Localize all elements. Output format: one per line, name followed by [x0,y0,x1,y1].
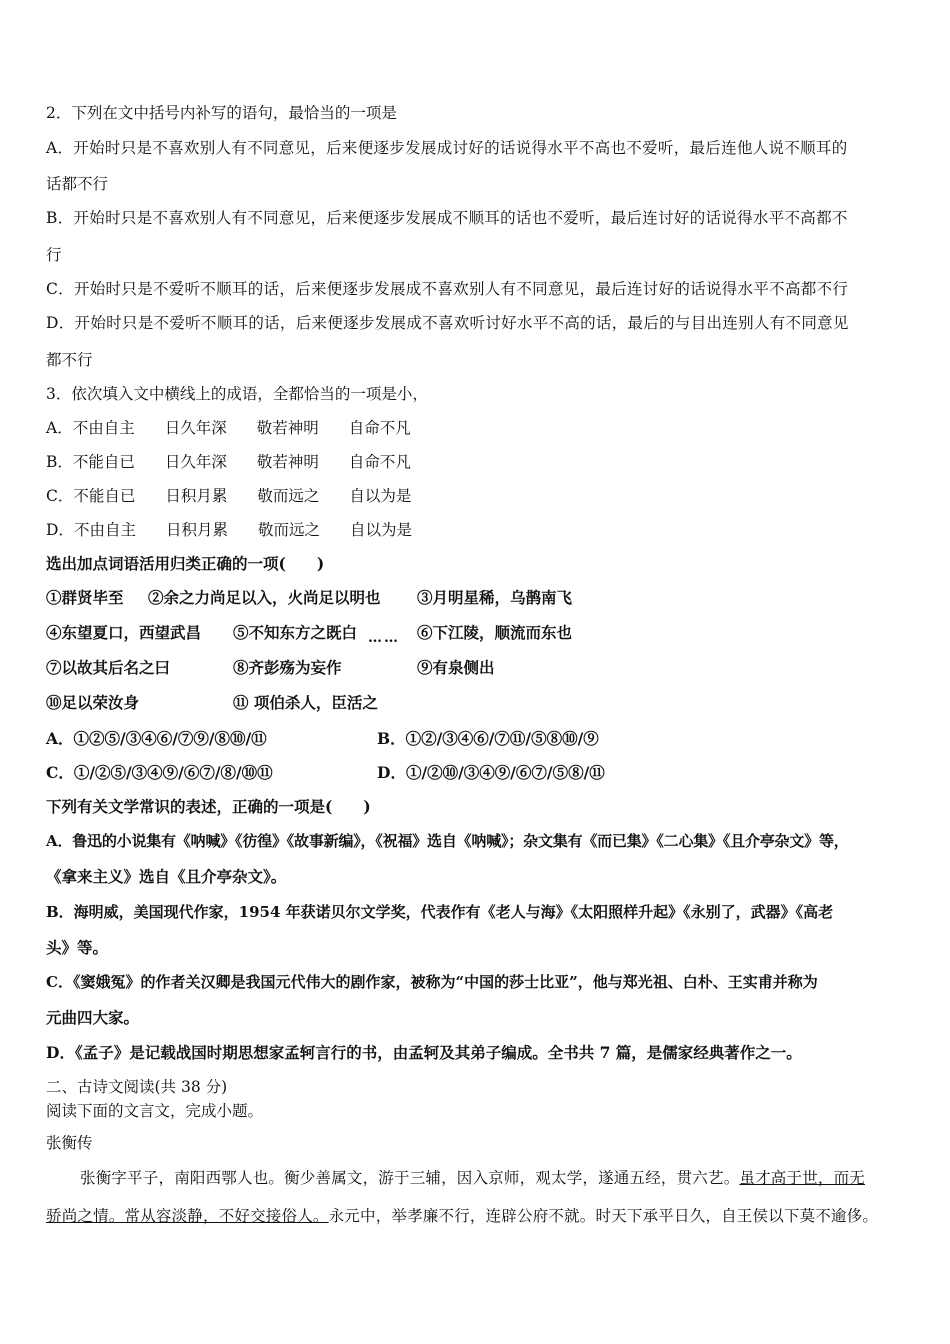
q3-option-b: B．不能自已 日久年深 敬若神明 自命不凡 [46,453,411,471]
emphasis-dots: …… [368,630,400,646]
passage-line1: 张衡字平子，南阳西鄂人也。衡少善属文，游于三辅，因入京师，观太学，遂通五经，贯六艺。虽才高于世，而无 [80,1169,866,1187]
q2-option-d-line1: D．开始时只是不爱听不顺耳的话，后来便逐步发展成不喜欢听讨好水平不高的话，最后的与目出连别人有不同意见 [46,314,849,332]
q2-option-b-line1: B．开始时只是不喜欢别人有不同意见，后来便逐步发展成不顺耳的话也不爱听，最后连讨好的话说得水平不高都不 [46,209,848,227]
q5-option-c-line1: C．《窦娥冤》的作者关汉卿是我国元代伟大的剧作家，被称为“中国的莎士比亚”，他与郑光祖、白朴、王实甫并称为 [46,973,818,991]
q4-stem: 选出加点词语活用归类正确的一项( ) [46,554,325,573]
document-page: 2．下列在文中括号内补写的语句，最恰当的一项是 A．开始时只是不喜欢别人有不同意见，后来便逐步发展成讨好的话说得水平不高也不爱听，最后连他人说不顺耳的 话都不行 B．开始时只是不喜欢别人有不同意见，后来便逐步发展成不顺耳的话也不爱听，最后连讨好的话说得水平不高都不 行 C．开始时只是不爱听不顺耳的话，后来便逐步发展成不喜欢别人有不同意见，最后连讨好的话说得水平不高都不行 D．开始时只是不爱听不顺耳的话，后来便逐步发展成不喜欢听讨好水平不高的话，最后的与目出连别人有不同意见 都不行 3．依次填入文中横线上的成语，全都恰当的一项是小， A．不由自主 日久年深 敬若神明 自命不凡 B．不能自已 日久年深 敬若神明 自命不凡 C．不能自已 日积月累 敬而远之 自以为是 D．不由自主 日积月累 敬而远之 自以为是 选出加点词语活用归类正确的一项( ) ①群贤毕至 ②余之力尚足以入，火尚足以明也 ③月明星稀，乌鹊南飞 ④东望夏口，西望武昌 ⑤不知东方之既白 ⑥下江陵，顺流而东也 …… ⑦以故其后名之曰 ⑧齐彭殇为妄作 ⑨有泉侧出 ⑩足以荣汝身 ⑪ 项伯杀人，臣活之 A．①②⑤/③④⑥/⑦⑨/⑧⑩/⑪ B．①②/③④⑥/⑦⑪/⑤⑧⑩/⑨ C．①/②⑤/③④⑨/⑥⑦/⑧/⑩⑪ D．①/②⑩/③④⑨/⑥⑦/⑤⑧/⑪ 下列有关文学常识的表述，正确的一项是( ) A．鲁迅的小说集有《呐喊》《彷徨》《故事新编》，《祝福》选自《呐喊》；杂文集有《而已集》《二心集》《且介亭杂文》等， 《拿来主义》选自《且介亭杂文》。 B．海明威，美国现代作家，1954 年获诺贝尔文学奖，代表作有《老人与海》《太阳照样升起》《永别了，武器》《高老 头》等。 C．《窦娥冤》的作者关汉卿是我国元代伟大的剧作家，被称为“中国的莎士比亚”，他与郑光祖、白朴、王实甫并称为 元曲四大家。 D．《孟子》是记载战国时期思想家孟轲言行的书，由孟轲及其弟子编成。全书共 7 篇，是儒家经典著作之一。 二、古诗文阅读(共 38 分) 阅读下面的文言文，完成小题。 张衡传 张衡字平子，南阳西鄂人也。衡少善属文，游于三辅，因入京师，观太学，遂通五经，贯六艺。虽才高于世，而无 骄尚之情。常从容淡静，不好交接俗人。永元中，举孝廉不行，连辟公府不就。时天下承平日久，自王侯以下莫不逾侈。 [46,104,879,1225]
section2-instruction: 阅读下面的文言文，完成小题。 [46,1102,264,1120]
q3-stem: 3．依次填入文中横线上的成语，全都恰当的一项是小， [46,385,428,403]
section2-title: 二、古诗文阅读(共 38 分) [46,1078,228,1096]
q5-option-a-line2: 《拿来主义》选自《且介亭杂文》。 [46,867,287,886]
q2-option-a-line1: A．开始时只是不喜欢别人有不同意见，后来便逐步发展成讨好的话说得水平不高也不爱听，最后连他人说不顺耳的 [46,139,848,157]
q5-option-d: D．《孟子》是记载战国时期思想家孟轲言行的书，由孟轲及其弟子编成。全书共 7 篇，是儒家经典著作之一。 [46,1043,802,1062]
q2-option-c: C．开始时只是不爱听不顺耳的话，后来便逐步发展成不喜欢别人有不同意见，最后连讨好的话说得水平不高都不行 [46,280,849,298]
q4-option-b: B．①②/③④⑥/⑦⑪/⑤⑧⑩/⑨ [377,729,599,748]
q2-option-b-line2: 行 [46,246,62,264]
q4-option-c: C．①/②⑤/③④⑨/⑥⑦/⑧/⑩⑪ [46,763,273,782]
q3-option-a: A．不由自主 日久年深 敬若神明 自命不凡 [46,419,411,437]
q2-stem: 2．下列在文中括号内补写的语句，最恰当的一项是 [46,104,397,122]
q5-option-b-line1: B．海明威，美国现代作家，1954 年获诺贝尔文学奖，代表作有《老人与海》《太阳照样升起》《永别了，武器》《高老 [46,903,834,921]
passage-line2: 骄尚之情。常从容淡静，不好交接俗人。永元中，举孝廉不行，连辟公府不就。时天下承平日久，自王侯以下莫不逾侈。 [46,1207,879,1225]
q3-option-c: C．不能自已 日积月累 敬而远之 自以为是 [46,487,412,505]
q5-option-b-line2: 头》等。 [46,938,109,957]
q5-option-a-line1: A．鲁迅的小说集有《呐喊》《彷徨》《故事新编》，《祝福》选自《呐喊》；杂文集有《而已集》《二心集》《且介亭杂文》等， [46,832,849,850]
q5-stem: 下列有关文学常识的表述，正确的一项是( ) [46,797,371,816]
q3-option-d: D．不由自主 日积月累 敬而远之 自以为是 [46,521,412,539]
passage-heading: 张衡传 [46,1134,93,1152]
q5-option-c-line2: 元曲四大家。 [46,1008,140,1027]
q4-option-a: A．①②⑤/③④⑥/⑦⑨/⑧⑩/⑪ [46,729,267,748]
q4-option-d: D．①/②⑩/③④⑨/⑥⑦/⑤⑧/⑪ [377,763,605,782]
q2-option-a-line2: 话都不行 [46,175,109,193]
underlined-sentence-part1: 虽才高于世，而无 [739,1169,866,1187]
q2-option-d-line2: 都不行 [46,351,93,369]
underlined-sentence-part2: 骄尚之情。常从容淡静，不好交接俗人。 [46,1207,329,1225]
